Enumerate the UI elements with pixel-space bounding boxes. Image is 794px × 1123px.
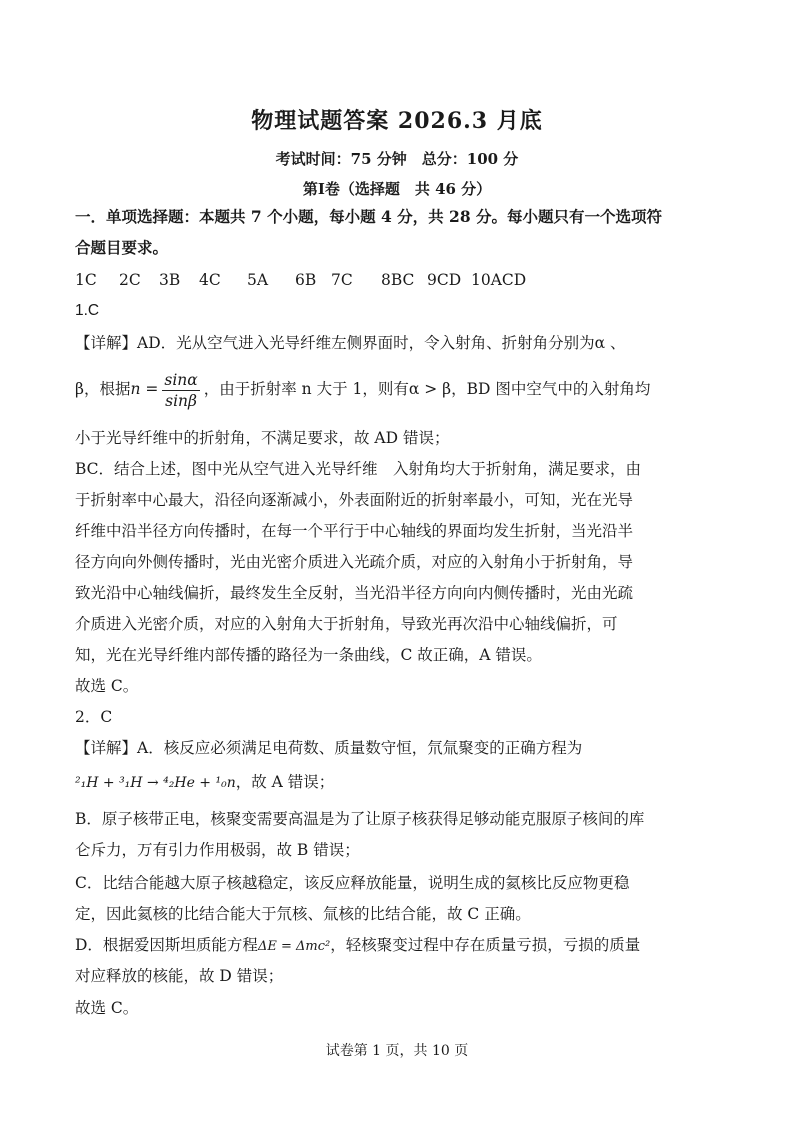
answer-item: 4C	[199, 271, 221, 289]
answer-item: 2C	[119, 271, 141, 289]
formula-numerator: sinα	[164, 370, 198, 389]
q1-line: 纤维中沿半径方向传播时，在每一个平行于中心轴线的界面均发生折射，当光沿半	[75, 522, 634, 540]
answer-item: 6B	[295, 271, 317, 289]
q2-line-pre: D．根据爱因斯坦质能方程	[75, 936, 258, 954]
q2-label: 2．C	[75, 708, 113, 726]
q2-line: C．比结合能越大原子核越稳定，该反应释放能量，说明生成的氦核比反应物更稳	[75, 874, 630, 892]
q1-conclusion: 故选 C。	[75, 677, 139, 695]
part1-heading-line1: 一．单项选择题：本题共 7 个小题，每小题 4 分，共 28 分。每小题只有一个选项符	[75, 207, 663, 226]
page-footer: 试卷第 1 页，共 10 页	[325, 1043, 469, 1059]
q2-line: B．原子核带正电，核聚变需要高温是为了让原子核获得足够动能克服原子核间的库	[75, 810, 645, 828]
answer-item: 5A	[247, 271, 269, 289]
q1-line: BC．结合上述，图中光从空气进入光导纤维 入射角均大于折射角，满足要求，由	[75, 460, 642, 478]
answer-item: 9CD	[427, 271, 462, 289]
q2-line: 仑斥力，万有引力作用极弱，故 B 错误；	[75, 841, 360, 859]
exam-info: 考试时间：75 分钟 总分：100 分	[275, 150, 519, 168]
q1-formula-line	[75, 368, 725, 411]
q1-line-pre: β，根据	[75, 380, 131, 398]
q2-line-post: ，故 A 错误；	[235, 773, 335, 791]
q2-conclusion: 故选 C。	[75, 999, 139, 1017]
q1-label: 1.C	[75, 302, 100, 319]
section-title: 第Ⅰ卷（选择题 共 46 分）	[302, 180, 492, 198]
q1-line: 【详解】AD．光从空气进入光导纤维左侧界面时，令入射角、折射角分别为α 、	[75, 334, 626, 352]
q2-line: 【详解】A．核反应必须满足电荷数、质量数守恒，氘氚聚变的正确方程为	[75, 739, 583, 757]
mass-energy-formula: ΔE = Δmc²	[257, 939, 331, 954]
q2-formula-line	[75, 935, 725, 957]
refraction-formula	[162, 370, 199, 411]
part1-heading-line2: 合题目要求。	[75, 238, 169, 257]
formula-denominator: sinβ	[165, 391, 197, 410]
answer-item: 8BC	[381, 271, 415, 289]
answer-item: 3B	[159, 271, 181, 289]
q1-line: 知，光在光导纤维内部传播的路径为一条曲线，C 故正确，A 错误。	[75, 646, 542, 664]
q2-line: 对应释放的核能，故 D 错误；	[75, 967, 284, 985]
q2-line-post: ，轻核聚变过程中存在质量亏损，亏损的质量	[330, 936, 641, 954]
q1-line: 介质进入光密介质，对应的入射角大于折射角，导致光再次沿中心轴线偏折，可	[75, 615, 618, 633]
answer-item: 10ACD	[471, 271, 527, 289]
q2-line: 定，因此氦核的比结合能大于氘核、氚核的比结合能，故 C 正确。	[75, 905, 531, 923]
q1-line-post: ，由于折射率 n 大于 1，则有α > β，BD 图中空气中的入射角均	[203, 380, 651, 398]
answer-item: 7C	[331, 271, 353, 289]
n-equals: n =	[130, 380, 159, 398]
fusion-equation: ²₁H + ³₁H → ⁴₂He + ¹₀n	[75, 775, 236, 791]
q2-equation-line	[75, 772, 725, 793]
q1-line: 小于光导纤维中的折射角，不满足要求，故 AD 错误；	[75, 429, 450, 447]
document-title: 物理试题答案 2026.3 月底	[251, 108, 543, 134]
answer-key-row	[75, 270, 725, 290]
q1-line: 致光沿中心轴线偏折，最终发生全反射，当光沿半径方向向内侧传播时，光由光疏	[75, 584, 634, 602]
q1-line: 径方向向外侧传播时，光由光密介质进入光疏介质，对应的入射角小于折射角，导	[75, 553, 634, 571]
answer-item: 1C	[75, 271, 97, 289]
q1-line: 于折射率中心最大，沿径向逐渐减小，外表面附近的折射率最小，可知，光在光导	[75, 491, 634, 509]
